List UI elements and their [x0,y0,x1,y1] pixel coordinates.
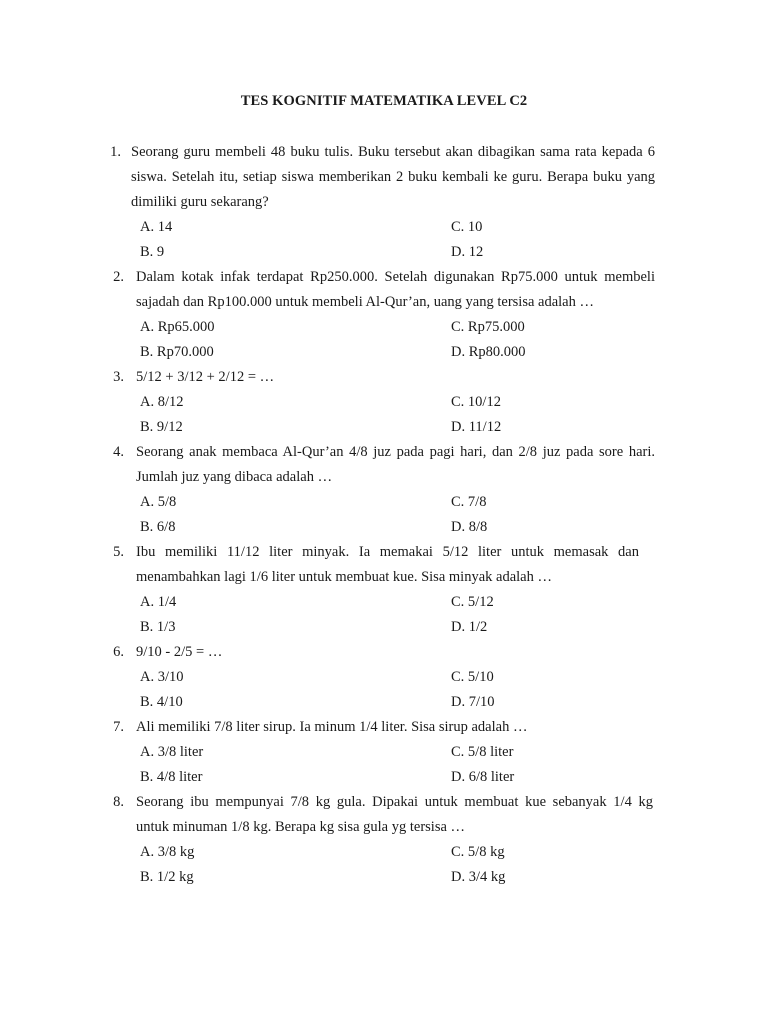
question-text-line: sajadah dan Rp100.000 untuk membeli Al-Qur’an, uang yang tersisa adalah … [136,294,594,310]
option-d: D. 6/8 liter [451,769,515,785]
option-c: C. 5/12 [451,594,494,610]
option-d: D. 3/4 kg [451,869,506,885]
option-d: D. 1/2 [451,619,488,635]
question-text-line: siswa. Setelah itu, setiap siswa memberikan 2 buku kembali ke guru. Berapa buku yang [131,169,655,185]
option-a: A. 5/8 [140,494,177,510]
option-a: A. 14 [140,219,173,235]
option-d: D. 12 [451,244,484,260]
option-a: A. Rp65.000 [140,319,215,335]
question-text-line: Ibu memiliki 11/12 liter minyak. Ia memakai 5/12 liter untuk memasak dan [136,544,639,560]
option-c: C. 10/12 [451,394,501,410]
option-b: B. 4/8 liter [140,769,203,785]
question-number: 8. [113,794,124,810]
option-d: D. 7/10 [451,694,495,710]
option-b: B. 1/2 kg [140,869,194,885]
option-a: A. 1/4 [140,594,177,610]
question-number: 5. [113,544,124,560]
question-text-line: Dalam kotak infak terdapat Rp250.000. Setelah digunakan Rp75.000 untuk membeli [136,269,655,285]
question-number: 2. [113,269,124,285]
option-d: D. 11/12 [451,419,502,435]
option-d: D. Rp80.000 [451,344,526,360]
option-b: B. 1/3 [140,619,176,635]
option-c: C. 7/8 [451,494,487,510]
question-number: 7. [113,719,124,735]
option-c: C. 10 [451,219,483,235]
option-b: B. Rp70.000 [140,344,214,360]
question-text-line: menambahkan lagi 1/6 liter untuk membuat kue. Sisa minyak adalah … [136,569,552,585]
question-text-line: Seorang guru membeli 48 buku tulis. Buku tersebut akan dibagikan sama rata kepada 6 [131,144,655,160]
option-b: B. 6/8 [140,519,176,535]
question-text-line: Jumlah juz yang dibaca adalah … [136,469,333,485]
option-d: D. 8/8 [451,519,488,535]
option-c: C. 5/10 [451,669,494,685]
question-text-line: 9/10 - 2/5 = … [136,644,223,660]
option-a: A. 3/10 [140,669,184,685]
option-b: B. 9 [140,244,165,260]
question-text-line: untuk minuman 1/8 kg. Berapa kg sisa gula yg tersisa … [136,819,466,835]
option-b: B. 9/12 [140,419,183,435]
question-number: 3. [113,369,124,385]
option-a: A. 8/12 [140,394,184,410]
question-number: 4. [113,444,124,460]
option-c: C. Rp75.000 [451,319,525,335]
question-text-line: dimiliki guru sekarang? [131,194,269,210]
page-title: TES KOGNITIF MATEMATIKA LEVEL C2 [240,93,528,109]
question-text-line: 5/12 + 3/12 + 2/12 = … [136,369,275,385]
question-text-line: Seorang anak membaca Al-Qur’an 4/8 juz pada pagi hari, dan 2/8 juz pada sore hari. [136,444,655,460]
option-a: A. 3/8 kg [140,844,195,860]
question-number: 6. [113,644,124,660]
option-b: B. 4/10 [140,694,183,710]
option-c: C. 5/8 liter [451,744,514,760]
option-c: C. 5/8 kg [451,844,505,860]
question-number: 1. [110,144,121,160]
question-text-line: Seorang ibu mempunyai 7/8 kg gula. Dipakai untuk membuat kue sebanyak 1/4 kg [136,794,653,810]
option-a: A. 3/8 liter [140,744,204,760]
question-text-line: Ali memiliki 7/8 liter sirup. Ia minum 1/4 liter. Sisa sirup adalah … [136,719,528,735]
